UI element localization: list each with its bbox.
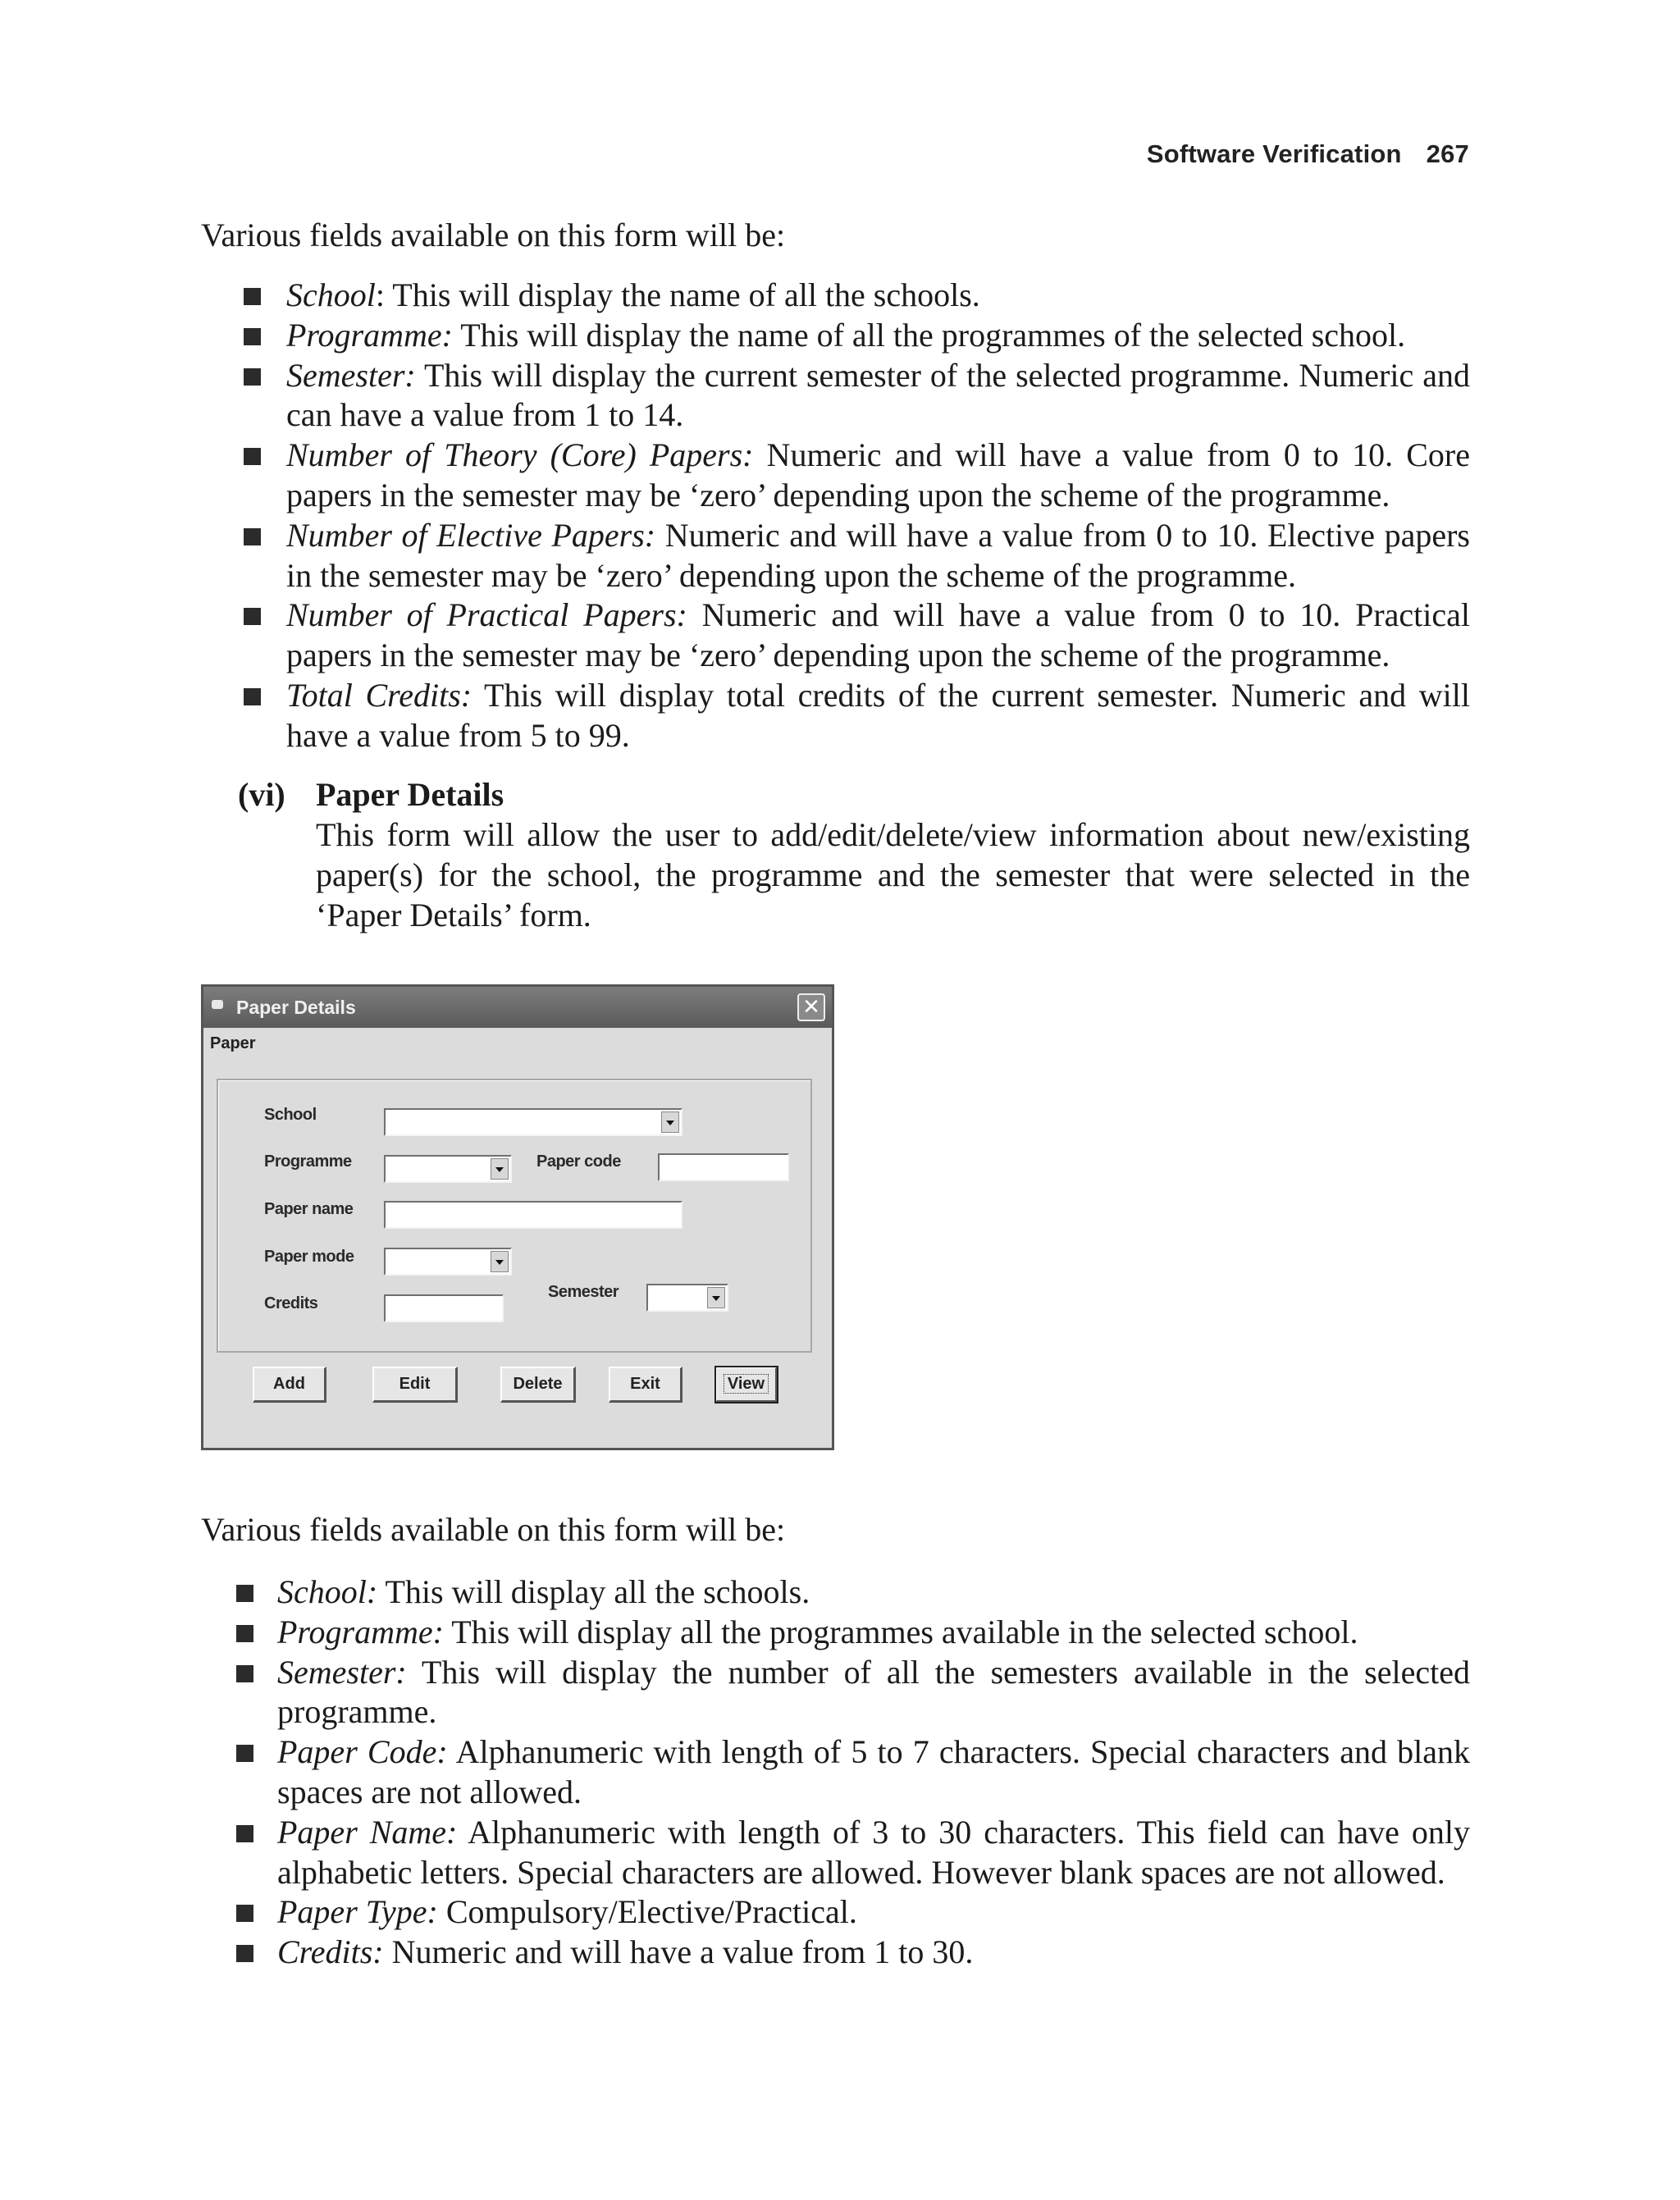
delete-button[interactable]: Delete	[500, 1367, 576, 1403]
list-item-text: Numeric and will have a value from 0 to 10. Core papers in the semester may be ‘zero’ depending upon the scheme of the programme.	[286, 436, 1470, 513]
paper-mode-label: Paper mode	[264, 1248, 354, 1266]
list-item-text: This will display all the schools.	[377, 1573, 810, 1610]
list-item-term: Paper Code:	[277, 1733, 448, 1771]
list-item	[277, 1813, 1470, 1893]
list-item	[277, 1892, 1470, 1933]
field-list-2	[277, 1572, 1470, 1973]
list-item-text: Numeric and will have a value from 1 to 30.	[383, 1933, 974, 1971]
list-item-term: Credits:	[277, 1933, 384, 1971]
list-item	[286, 596, 1470, 676]
paper-details-dialog	[201, 984, 834, 1450]
list-item	[277, 1653, 1470, 1733]
section-number: (vi)	[238, 776, 285, 813]
menu-item-paper[interactable]: Paper	[210, 1034, 256, 1052]
school-label: School	[264, 1106, 317, 1124]
view-button[interactable]	[715, 1367, 778, 1403]
square-bullet-icon	[244, 528, 261, 545]
square-bullet-icon	[244, 608, 261, 625]
title-bar	[203, 987, 832, 1028]
window-title: Paper Details	[236, 997, 356, 1018]
list-item	[286, 436, 1470, 516]
square-bullet-icon	[236, 1585, 253, 1602]
list-item-text: Alphanumeric with length of 5 to 7 characters. Special characters and blank spaces are not allowed.	[277, 1733, 1470, 1810]
list-item-term: Semester:	[277, 1653, 407, 1691]
semester-label: Semester	[548, 1283, 619, 1301]
intro-paragraph-2: Various fields available on this form will be:	[201, 1511, 786, 1548]
list-item-term: Number of Theory (Core) Papers:	[286, 436, 754, 474]
list-item-term: Semester:	[286, 356, 416, 394]
section-paper-details	[238, 774, 1470, 935]
intro-paragraph-1: Various fields available on this form will be:	[201, 217, 786, 253]
chevron-down-icon[interactable]	[491, 1251, 509, 1272]
paper-name-label: Paper name	[264, 1200, 354, 1218]
page-number: 267	[1426, 139, 1469, 168]
list-item	[286, 276, 1470, 316]
list-item-text: Alphanumeric with length of 3 to 30 characters. This field can have only alphabetic letters. Special characters are allowed. However blank spaces are not allowed.	[277, 1813, 1470, 1891]
list-item-text: Numeric and will have a value from 0 to 10. Practical papers in the semester may be ‘zero’ depending upon the scheme of the programme.	[286, 596, 1470, 674]
credits-input[interactable]	[384, 1294, 504, 1322]
window-icon	[212, 1000, 223, 1009]
field-list-1	[286, 276, 1470, 756]
list-item	[286, 316, 1470, 356]
square-bullet-icon	[236, 1945, 253, 1962]
chevron-down-icon[interactable]	[707, 1287, 725, 1308]
paper-name-input[interactable]	[384, 1201, 682, 1229]
view-button-label: View	[724, 1374, 769, 1394]
list-item-text: This will display the current semester of the selected programme. Numeric and can have a value from 1 to 14.	[286, 356, 1470, 434]
school-select[interactable]	[384, 1108, 682, 1136]
list-item-term: School:	[277, 1573, 378, 1610]
list-item	[286, 676, 1470, 756]
section-heading: Paper Details	[316, 776, 504, 813]
list-item-text: Numeric and will have a value from 0 to 10. Elective papers in the semester may be ‘zero’ depending upon the scheme of the programme.	[286, 516, 1470, 594]
credits-label: Credits	[264, 1294, 318, 1312]
list-item-term: Paper Name:	[277, 1813, 458, 1851]
list-item-text: This will display the number of all the semesters available in the selected programme.	[277, 1653, 1470, 1731]
square-bullet-icon	[236, 1625, 253, 1642]
list-item	[277, 1572, 1470, 1613]
square-bullet-icon	[236, 1665, 253, 1682]
square-bullet-icon	[244, 368, 261, 386]
section-body: This form will allow the user to add/edit/delete/view information about new/existing paper(s) for the school, the programme and the semester that were selected in the ‘Paper Details’ form.	[316, 816, 1470, 933]
programme-label: Programme	[264, 1152, 352, 1171]
list-item-term: Programme:	[286, 316, 453, 354]
square-bullet-icon	[244, 448, 261, 465]
square-bullet-icon	[236, 1825, 253, 1842]
list-item	[286, 356, 1470, 436]
list-item-text: This will display total credits of the current semester. Numeric and will have a value from 5 to 99.	[286, 676, 1470, 754]
programme-select[interactable]	[384, 1155, 512, 1183]
list-item	[277, 1613, 1470, 1653]
square-bullet-icon	[236, 1745, 253, 1762]
square-bullet-icon	[244, 288, 261, 305]
paper-code-label: Paper code	[536, 1152, 621, 1171]
list-item-text: This will display the name of all the programmes of the selected school.	[452, 316, 1406, 354]
square-bullet-icon	[244, 688, 261, 705]
list-item-term: School	[286, 276, 376, 313]
list-item-term: Number of Elective Papers:	[286, 516, 656, 554]
semester-select[interactable]	[646, 1284, 728, 1312]
list-item-text: Compulsory/Elective/Practical.	[437, 1893, 857, 1931]
paper-code-input[interactable]	[658, 1153, 789, 1181]
square-bullet-icon	[236, 1905, 253, 1922]
list-item	[277, 1933, 1470, 1973]
paper-mode-select[interactable]	[384, 1248, 512, 1276]
running-head	[1147, 139, 1469, 169]
list-item-term: Total Credits:	[286, 676, 472, 714]
list-item-term: Number of Practical Papers:	[286, 596, 687, 634]
list-item-text: This will display all the programmes available in the selected school.	[443, 1613, 1358, 1650]
chevron-down-icon[interactable]	[661, 1111, 679, 1133]
list-item-term: Paper Type:	[277, 1893, 438, 1931]
chevron-down-icon[interactable]	[491, 1158, 509, 1180]
add-button[interactable]: Add	[253, 1367, 326, 1403]
edit-button[interactable]: Edit	[372, 1367, 458, 1403]
list-item-text: : This will display the name of all the schools.	[375, 276, 980, 313]
square-bullet-icon	[244, 328, 261, 345]
close-icon[interactable]: ✕	[797, 993, 825, 1021]
list-item	[286, 516, 1470, 596]
list-item	[277, 1732, 1470, 1813]
exit-button[interactable]: Exit	[609, 1367, 682, 1403]
running-head-title: Software Verification	[1146, 139, 1402, 168]
list-item-term: Programme:	[277, 1613, 444, 1650]
